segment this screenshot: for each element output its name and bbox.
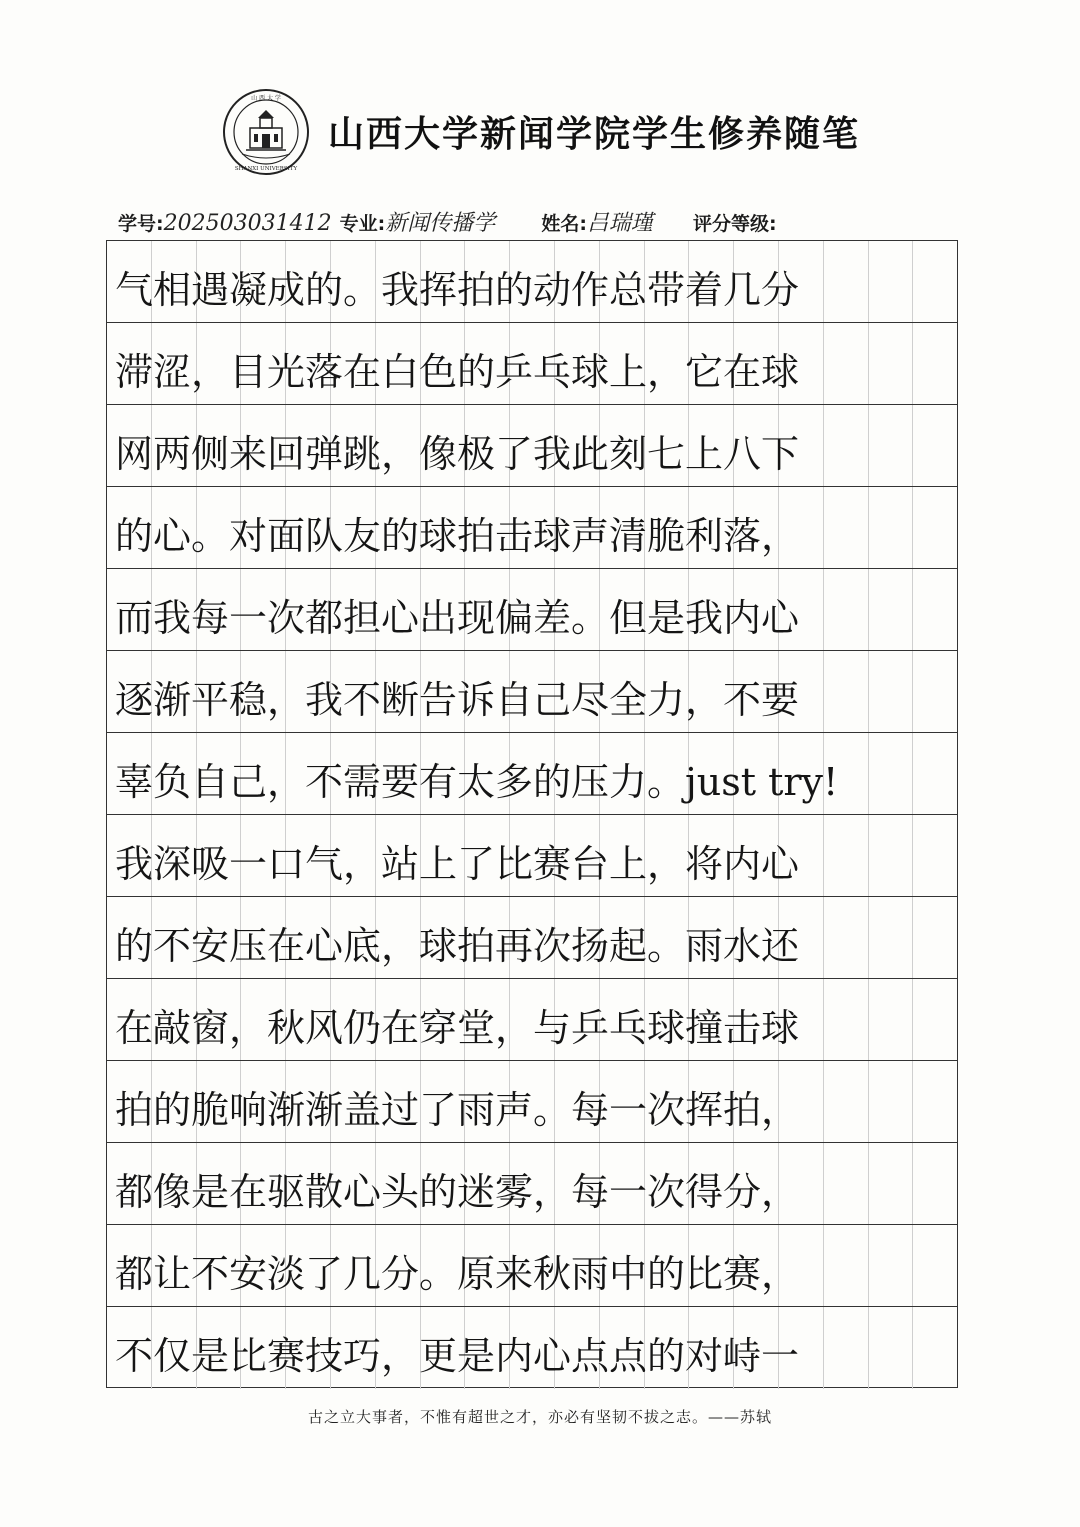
footer-quote: 古之立大事者，不惟有超世之才，亦必有坚韧不拔之志。——苏轼 <box>307 1408 772 1426</box>
svg-text:SHANXI UNIVERSITY: SHANXI UNIVERSITY <box>234 166 298 172</box>
university-seal-icon <box>222 88 310 176</box>
name-value: 吕瑞瑾 <box>586 211 653 236</box>
grid-row <box>107 815 957 897</box>
name-label: 姓名: <box>541 213 587 235</box>
essay-line: 都像是在驱散心头的迷雾，每一次得分， <box>115 1169 800 1214</box>
essay-line: 在敲窗，秋风仍在穿堂，与乒乓球撞击球 <box>115 1005 800 1050</box>
grid-row <box>107 1307 957 1389</box>
grid-row <box>107 979 957 1061</box>
grid-row <box>107 1225 957 1307</box>
grid-row <box>107 569 957 651</box>
grade-label: 评分等级: <box>692 213 777 235</box>
student-id-label: 学号: <box>118 213 164 235</box>
essay-line: 都让不安淡了几分。原来秋雨中的比赛， <box>115 1251 800 1296</box>
essay-line: 逐渐平稳，我不断告诉自己尽全力，不要 <box>115 677 800 722</box>
essay-line: 拍的脆响渐渐盖过了雨声。每一次挥拍， <box>115 1087 800 1132</box>
major-value: 新闻传播学 <box>385 211 496 236</box>
student-id-value: 202503031412 <box>163 211 332 236</box>
writing-grid <box>106 240 958 1388</box>
essay-line: 我深吸一口气，站上了比赛台上，将内心 <box>115 841 800 886</box>
essay-line: 的不安压在心底，球拍再次扬起。雨水还 <box>115 923 800 968</box>
essay-line: 不仅是比赛技巧，更是内心点点的对峙一 <box>115 1333 800 1378</box>
grid-row <box>107 323 957 405</box>
grid-row <box>107 405 957 487</box>
grid-row <box>107 897 957 979</box>
grid-row <box>107 1061 957 1143</box>
student-info-line <box>118 206 938 242</box>
svg-text:山 西 大 学: 山 西 大 学 <box>251 95 281 102</box>
grid-row <box>107 733 957 815</box>
essay-line: 而我每一次都担心出现偏差。但是我内心 <box>115 595 800 640</box>
grid-row <box>107 241 957 323</box>
grid-row <box>107 651 957 733</box>
essay-line: 网两侧来回弹跳，像极了我此刻七上八下 <box>115 431 800 476</box>
page-title: 山西大学新闻学院学生修养随笔 <box>328 113 861 155</box>
essay-line: 气相遇凝成的。我挥拍的动作总带着几分 <box>115 267 800 312</box>
essay-line: 的心。对面队友的球拍击球声清脆利落， <box>115 513 800 558</box>
essay-line: 辜负自己，不需要有太多的压力。just try! <box>115 759 839 804</box>
grid-row <box>107 1143 957 1225</box>
header <box>222 88 922 178</box>
grid-row <box>107 487 957 569</box>
major-label: 专业: <box>339 213 386 235</box>
essay-line: 滞涩，目光落在白色的乒乓球上，它在球 <box>115 349 800 394</box>
